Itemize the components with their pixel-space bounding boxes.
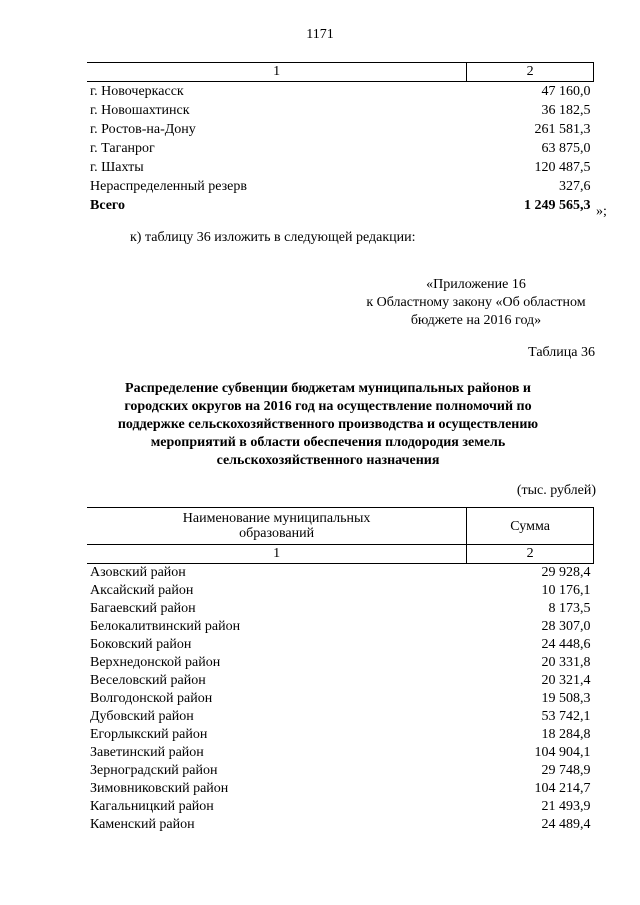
row-name: Боковский район [90,637,192,652]
row-value: 29 748,9 [541,763,591,778]
col2-number: 2 [467,545,594,564]
main-table [87,507,594,834]
row-name: Багаевский район [90,601,196,616]
heading-line: мероприятий в области обеспечения плодородия земель [150,435,506,450]
heading-line: Распределение субвенции бюджетам муниципальных районов и [125,381,531,396]
table-row [87,744,594,762]
row-name: г. Ростов-на-Дону [90,121,196,137]
appendix-line: к Областному закону «Об областном [366,295,586,310]
row-name: Дубовский район [90,709,194,724]
table-row [87,672,594,690]
main-table-header-row [87,508,594,545]
table-row [87,582,594,600]
row-value: 19 508,3 [541,691,591,706]
row-value: 18 284,8 [541,727,591,742]
header-line: Наименование муниципальных [182,511,371,526]
top-table [87,62,594,215]
row-name: Каменский район [90,817,195,832]
row-value: 28 307,0 [541,619,591,634]
table-heading [108,380,548,470]
closing-quote-suffix: »; [596,204,607,219]
main-table-col2-header: Сумма [467,508,594,545]
table-row [87,177,594,196]
row-value: 53 742,1 [541,709,591,724]
table-row [87,798,594,816]
table-row [87,654,594,672]
table-row [87,120,594,139]
row-name: Заветинский район [90,745,204,760]
table-label: Таблица 36 [528,345,595,360]
row-name: Верхнедонской район [90,655,221,670]
row-name: г. Шахты [90,159,144,175]
table-row [87,139,594,158]
row-value: 104 214,7 [534,781,591,796]
table-row [87,101,594,120]
row-value: 24 489,4 [541,817,591,832]
top-table-col1-header: 1 [87,63,467,82]
table-row [87,82,594,102]
row-value: 47 160,0 [541,83,591,99]
row-name: Веселовский район [90,673,206,688]
row-name: Егорлыкский район [90,727,208,742]
total-row [87,196,594,215]
row-name: Зимовниковский район [90,781,229,796]
row-value: 261 581,3 [534,121,591,137]
heading-line: сельскохозяйственного назначения [216,453,440,468]
row-name: Аксайский район [90,583,194,598]
table-row [87,762,594,780]
total-value: 1 249 565,3 [524,197,591,213]
row-value: 20 331,8 [541,655,591,670]
appendix-line: бюджете на 2016 год» [410,313,542,328]
row-name: г. Новошахтинск [90,102,190,118]
main-table-number-row [87,545,594,564]
table-row [87,600,594,618]
row-name: г. Новочеркасск [90,83,184,99]
row-name: Кагальницкий район [90,799,214,814]
heading-line: городских округов на 2016 год на осуществление полномочий по [124,399,532,414]
row-value: 104 904,1 [534,745,591,760]
row-value: 327,6 [559,178,591,194]
top-table-header-row [87,63,594,82]
row-value: 21 493,9 [541,799,591,814]
table-row [87,158,594,177]
instruction-text: к) таблицу 36 изложить в следующей редакции: [130,230,416,245]
appendix-line: «Приложение 16 [426,277,526,292]
row-name: Азовский район [90,565,186,580]
table-row [87,726,594,744]
col1-number: 1 [87,545,467,564]
appendix-header [356,276,596,330]
row-value: 63 875,0 [541,140,591,156]
row-value: 10 176,1 [541,583,591,598]
header-line: образований [239,526,315,541]
units-label: (тыс. рублей) [516,483,596,498]
row-value: 120 487,5 [534,159,591,175]
row-value: 36 182,5 [541,102,591,118]
row-value: 20 321,4 [541,673,591,688]
main-table-col1-header [87,508,467,545]
row-value: 8 173,5 [548,601,591,616]
row-name: Волгодонской район [90,691,213,706]
row-value: 24 448,6 [541,637,591,652]
top-table-col2-header: 2 [467,63,594,82]
row-name: г. Таганрог [90,140,155,156]
heading-line: поддержке сельскохозяйственного производства и осуществлению [117,417,539,432]
table-row [87,618,594,636]
table-row [87,708,594,726]
row-name: Зерноградский район [90,763,218,778]
table-row [87,564,594,583]
row-name: Нераспределенный резерв [90,178,247,194]
row-name: Белокалитвинский район [90,619,241,634]
page-number: 1171 [306,27,334,42]
table-row [87,780,594,798]
table-row [87,636,594,654]
table-row [87,816,594,834]
row-value: 29 928,4 [541,565,591,580]
table-row [87,690,594,708]
total-label: Всего [90,197,125,213]
